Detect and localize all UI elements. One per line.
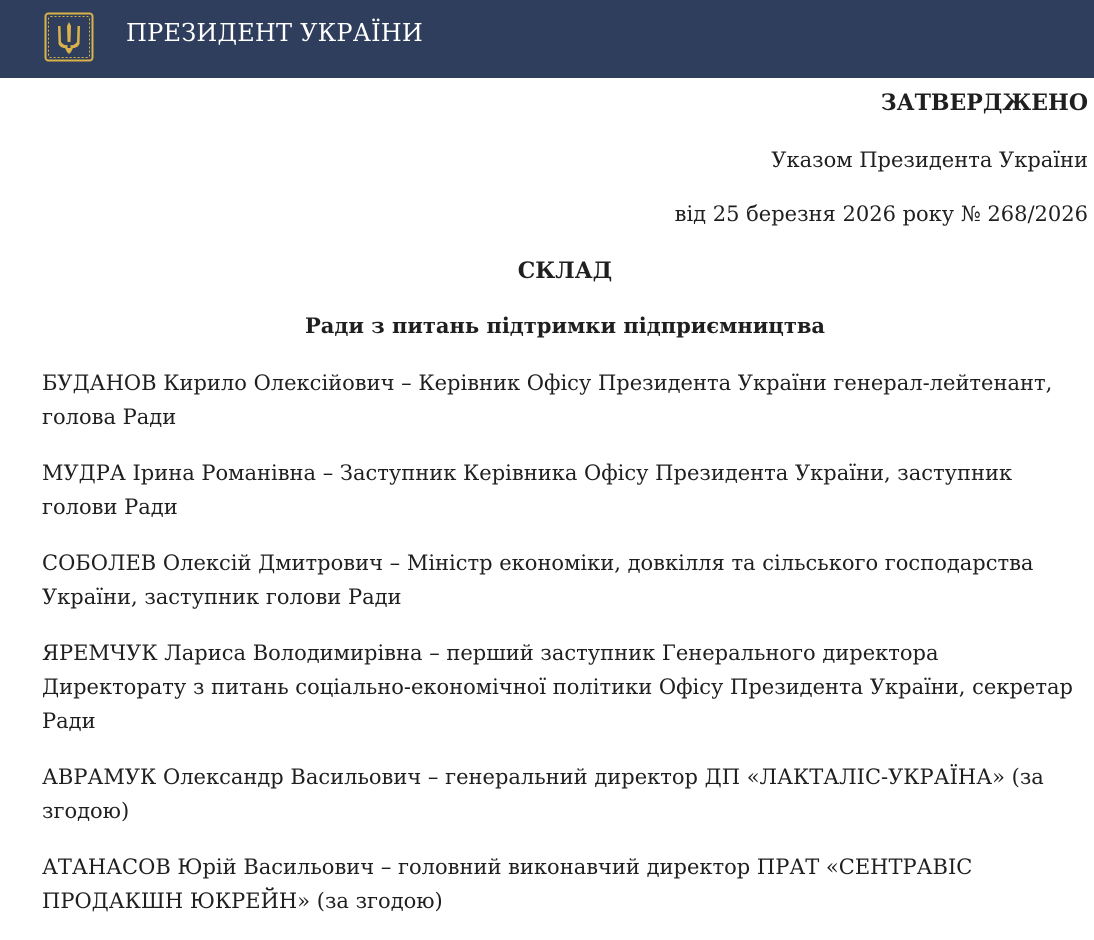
member-entry: АТАНАСОВ Юрій Васильович – головний виконавчий директор ПРАТ «СЕНТРАВІС ПРОДАКШН ЮКРЕЙН» (за згодою) bbox=[42, 855, 973, 913]
members-list bbox=[42, 366, 1088, 940]
site-header bbox=[0, 0, 1094, 78]
document-title: СКЛАД bbox=[517, 258, 613, 284]
decree-reference: Указом Президента України bbox=[771, 148, 1088, 172]
member-entry: БУДАНОВ Кирило Олексійович – Керівник Офісу Президента України генерал-лейтенант, голова Ради bbox=[42, 371, 1053, 429]
trident-icon[interactable] bbox=[44, 12, 94, 62]
approved-stamp: ЗАТВЕРДЖЕНО bbox=[880, 90, 1088, 116]
document-subtitle: Ради з питань підтримки підприємництва bbox=[304, 313, 826, 338]
member-entry: СОБОЛЕВ Олексій Дмитрович – Міністр економіки, довкілля та сільського господарства України, заступник голови Ради bbox=[42, 551, 1034, 609]
decree-date: від 25 березня 2026 року № 268/2026 bbox=[674, 202, 1088, 226]
member-entry: АВРАМУК Олександр Васильович – генеральний директор ДП «ЛАКТАЛІС-УКРАЇНА» (за згодою) bbox=[42, 765, 1044, 823]
member-entry: МУДРА Ірина Романівна – Заступник Керівника Офісу Президента України, заступник голови Ради bbox=[42, 461, 1013, 519]
site-title[interactable]: ПРЕЗИДЕНТ УКРАЇНИ bbox=[126, 19, 424, 47]
member-entry: ЯРЕМЧУК Лариса Володимирівна – перший заступник Генерального директора Директорату з питань соціально-економічної політики Офісу Президента України, секретар Ради bbox=[42, 641, 1073, 733]
